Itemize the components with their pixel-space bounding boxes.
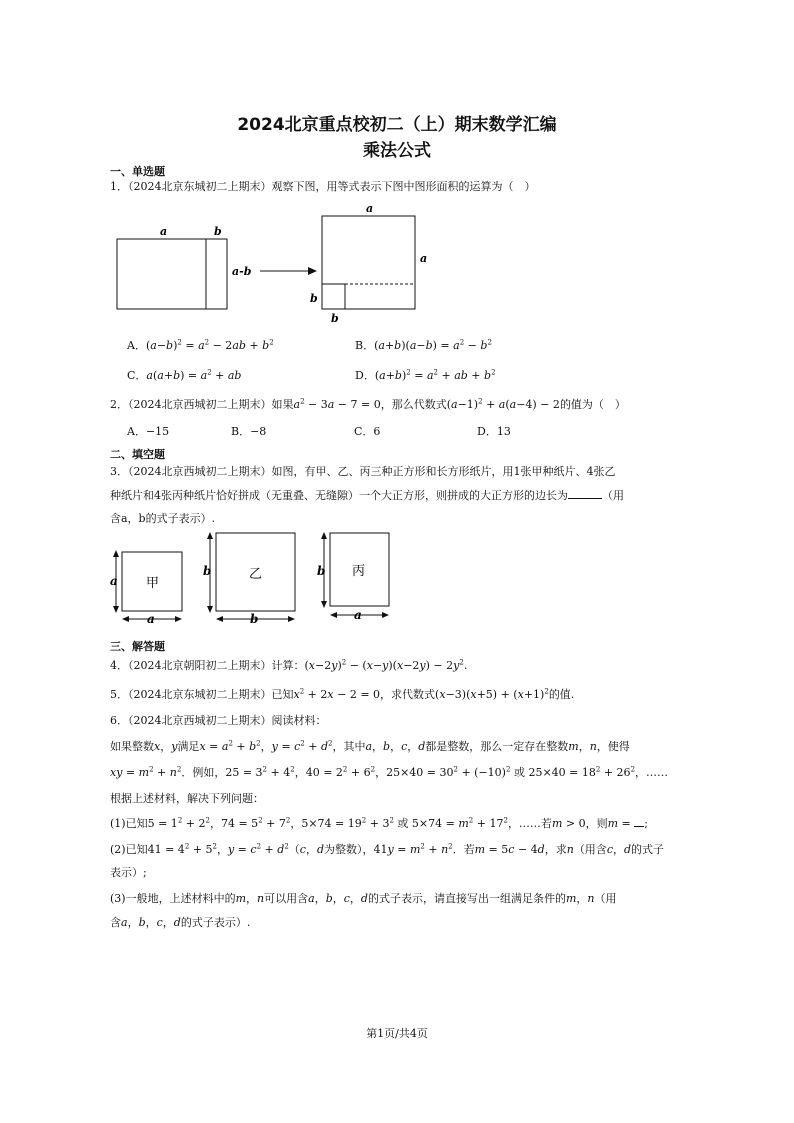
- question-1-stem: 1．（2024北京东城初二上期末）观察下图，用等式表示下图中图形面积的运算为（ ）: [110, 180, 536, 193]
- label-a-minus-b: a-b: [232, 265, 252, 278]
- arrow-up-icon: [321, 532, 327, 539]
- label-b: b: [214, 225, 222, 238]
- question-6-line1: 6．（2024北京西城初二上期末）阅读材料：: [110, 714, 327, 727]
- arrow-right-icon: [175, 616, 182, 622]
- question-6-part3-cont: 含a，b，c，d的式子表示）.: [110, 916, 251, 929]
- arrow-up-icon: [207, 532, 213, 539]
- label-b: b: [317, 564, 326, 578]
- rect-left: [117, 239, 227, 309]
- answer-blank[interactable]: [568, 488, 602, 499]
- arrow-down-icon: [321, 601, 327, 608]
- question-6-part2-cont: 表示）;: [110, 866, 147, 879]
- option-C: C．6: [354, 425, 381, 438]
- square-big: [322, 216, 415, 309]
- question-3-line2: 种纸片和4张丙种纸片恰好拼成（无重叠、无缝隙）一个大正方形，则拼成的大正方形的边长为 （用: [110, 489, 624, 502]
- option-A: A．−15: [127, 425, 170, 438]
- option-A: A．$(a-b)^2 = a^2 - 2ab + b^2$: [127, 338, 274, 352]
- question-4: 4．（2024北京朝阳初二上期末）计算：$(x-2y)^2 - (x-y)(x-2y) - 2y^2$.: [110, 658, 468, 672]
- question-6-line4: 根据上述材料，解决下列问题：: [110, 792, 264, 805]
- question-6-part1: (1)已知$5 = 1^2 + 2^2$，$74 = 5^2 + 7^2$，$5\times 74 = 19^2 + 3^2$ 或 $5\times 74 = m^2 + 17^2$，……若m > 0，则m = ;: [110, 816, 648, 830]
- option-B: B．−8: [231, 425, 267, 438]
- answer-blank[interactable]: [634, 816, 644, 827]
- question-3-line1: 3．（2024北京西城初二上期末）如图，有甲、乙、丙三种正方形和长方形纸片，用1张甲种纸片、4张乙: [110, 465, 616, 478]
- section-heading: 三、解答题: [110, 640, 165, 653]
- label-a-right: a: [420, 252, 428, 265]
- label-a-top: a: [366, 202, 374, 215]
- option-D: D．$(a+b)^2 = a^2$ + ab + $b^2$: [355, 368, 496, 382]
- arrow-left-icon: [122, 616, 129, 622]
- option-B: B．$(a+b)(a-b) = a^2 - b^2$: [355, 338, 492, 352]
- label-a: a: [160, 225, 168, 238]
- question-3-figure: [108, 528, 408, 628]
- arrow-up-icon: [113, 550, 119, 557]
- page-subtitle: 乘法公式: [363, 141, 431, 161]
- arrow-left-icon: [216, 616, 223, 622]
- arrow-left-icon: [330, 612, 337, 618]
- arrow-right-icon: [288, 616, 295, 622]
- label-yi: 乙: [249, 567, 263, 582]
- label-a: a: [147, 612, 155, 626]
- arrow-down-icon: [113, 606, 119, 613]
- question-3-line3: 含a，b的式子表示）.: [110, 512, 216, 525]
- arrow-right-icon: [382, 612, 389, 618]
- label-b-bottom: b: [331, 312, 339, 325]
- page-title: 2024北京重点校初二（上）期末数学汇编: [237, 115, 557, 135]
- option-D: D．13: [477, 425, 511, 438]
- page-number: 第1页/共4页: [366, 1027, 428, 1040]
- label-a: a: [110, 574, 118, 588]
- question-6-part2: (2)已知$41 = 4^2 + 5^2$，$y = c^2 + d^2(c$，d为整数），$41y = m^2 + n^2$．若m = 5c − 4d，求n（用含c，d的式子: [110, 842, 665, 856]
- section-heading: 二、填空题: [110, 448, 165, 461]
- question-5: 5．（2024北京东城初二上期末）已知$x^2 + 2x - 2 = 0$，求代数式$(x-3)(x+5) + (x+1)^2$的值.: [110, 687, 575, 701]
- label-bing: 丙: [352, 564, 366, 579]
- label-a: a: [354, 608, 362, 622]
- question-1-figure: [110, 196, 440, 326]
- label-jia: 甲: [146, 576, 160, 591]
- section-heading: 一、单选题: [110, 165, 165, 178]
- question-6-line2: 如果整数x，y满足$x = a^2 + b^2$，$y = c^2 + d^2$，其中a，b，c，d都是整数，那么一定存在整数m，n，使得: [110, 739, 630, 753]
- arrow-head-icon: [308, 267, 317, 275]
- question-6-line3: xy = $m^2 + n^2$．例如，$25 = 3^2 + 4^2$，$40 = 2^2 + 6^2$，$25\times 40 = 30^2 + (-10)^2$ 或 $25\times 40 = 18^2 + 26^2$，……: [110, 765, 669, 779]
- label-b-left: b: [310, 292, 318, 305]
- label-b: b: [250, 612, 259, 626]
- question-6-part3: (3)一般地，上述材料中的m，n可以用含a，b，c，d的式子表示，请直接写出一组满足条件的m，n（用: [110, 892, 617, 905]
- option-C: C．$a(a+b) = a^2$ + ab: [127, 368, 242, 382]
- arrow-down-icon: [207, 606, 213, 613]
- label-b: b: [203, 564, 212, 578]
- question-2-stem: 2．（2024北京西城初二上期末）如果$a^2 - 3a - 7 = 0$，那么代数式$(a-1)^2 + a(a-4) - 2$的值为（ ）: [110, 397, 626, 411]
